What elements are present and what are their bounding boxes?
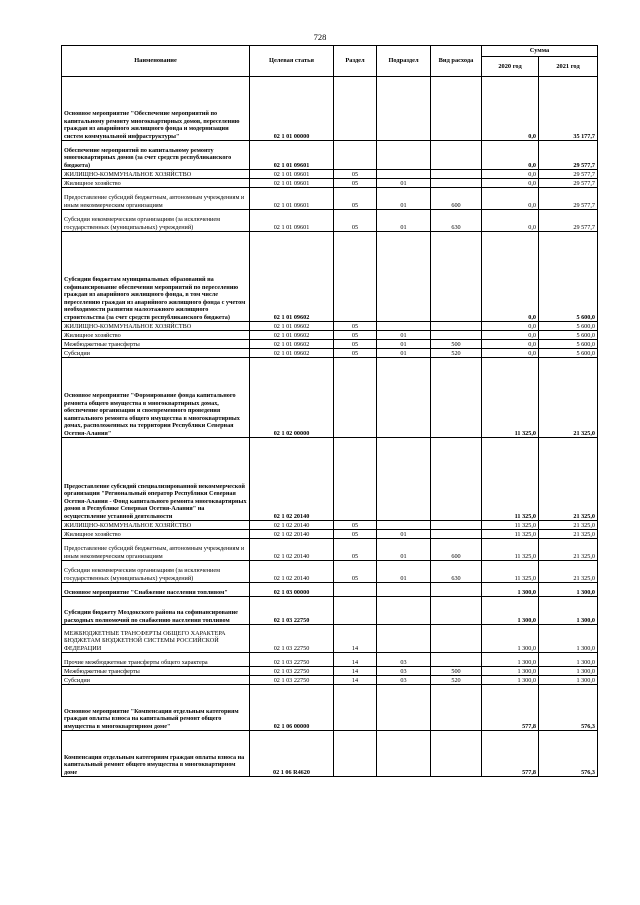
row-section bbox=[334, 583, 377, 597]
row-sum-2020: 0,0 bbox=[482, 141, 539, 170]
header-subsection: Подраздел bbox=[377, 46, 431, 77]
table-row bbox=[62, 597, 598, 625]
row-subsection: 01 bbox=[377, 179, 431, 188]
row-sum-2020: 1 300,0 bbox=[482, 653, 539, 667]
row-target-code: 02 1 03 22750 bbox=[250, 676, 334, 685]
row-section bbox=[334, 685, 377, 731]
row-sum-2021: 35 177,7 bbox=[539, 77, 598, 141]
table-row bbox=[62, 653, 598, 667]
row-target-code: 02 1 01 09602 bbox=[250, 340, 334, 349]
row-expense-type bbox=[431, 653, 482, 667]
row-subsection: 01 bbox=[377, 561, 431, 583]
table-row bbox=[62, 521, 598, 530]
row-target-code: 02 1 02 20140 bbox=[250, 438, 334, 521]
row-subsection bbox=[377, 438, 431, 521]
row-expense-type: 500 bbox=[431, 667, 482, 676]
row-section: 14 bbox=[334, 653, 377, 667]
row-target-code: 02 1 01 09602 bbox=[250, 232, 334, 322]
row-section: 05 bbox=[334, 331, 377, 340]
row-expense-type bbox=[431, 583, 482, 597]
row-subsection bbox=[377, 731, 431, 777]
row-section bbox=[334, 597, 377, 625]
row-sum-2020: 577,8 bbox=[482, 685, 539, 731]
row-target-code: 02 1 01 09601 bbox=[250, 188, 334, 210]
row-expense-type: 500 bbox=[431, 340, 482, 349]
row-subsection bbox=[377, 77, 431, 141]
row-sum-2020: 11 325,0 bbox=[482, 539, 539, 561]
table-row bbox=[62, 179, 598, 188]
row-subsection bbox=[377, 141, 431, 170]
row-subsection bbox=[377, 322, 431, 331]
row-section bbox=[334, 358, 377, 438]
row-sum-2021: 576,3 bbox=[539, 685, 598, 731]
row-subsection: 01 bbox=[377, 349, 431, 358]
row-name: Субсидии некоммерческим организациям (за исключением государственных (муниципальных) учреждений) bbox=[62, 561, 250, 583]
table-row bbox=[62, 232, 598, 322]
budget-table bbox=[61, 45, 598, 777]
row-target-code: 02 1 01 09601 bbox=[250, 210, 334, 232]
table-row bbox=[62, 141, 598, 170]
row-target-code: 02 1 02 20140 bbox=[250, 561, 334, 583]
row-sum-2020: 11 325,0 bbox=[482, 561, 539, 583]
row-subsection bbox=[377, 685, 431, 731]
row-expense-type bbox=[431, 179, 482, 188]
row-name: Предоставление субсидий специализированной некоммерческой организации "Региональный оператор Республики Северная Осетия-Алания - Фонд капитального ремонта многоквартирных домов в Республике Северная Осетия-Алания" на осуществление уставной деятельности bbox=[62, 438, 250, 521]
row-target-code: 02 1 03 22750 bbox=[250, 625, 334, 653]
row-target-code: 02 1 06 R4620 bbox=[250, 731, 334, 777]
row-name: Жилищное хозяйство bbox=[62, 331, 250, 340]
row-sum-2020: 1 300,0 bbox=[482, 583, 539, 597]
row-target-code: 02 1 02 00000 bbox=[250, 358, 334, 438]
row-section bbox=[334, 232, 377, 322]
row-target-code: 02 1 01 09601 bbox=[250, 179, 334, 188]
row-sum-2021: 21 325,0 bbox=[539, 358, 598, 438]
header-2021: 2021 год bbox=[539, 57, 598, 77]
table-row bbox=[62, 561, 598, 583]
row-sum-2020: 0,0 bbox=[482, 179, 539, 188]
table-row bbox=[62, 322, 598, 331]
row-sum-2021: 5 600,0 bbox=[539, 322, 598, 331]
table-row bbox=[62, 340, 598, 349]
row-target-code: 02 1 06 00000 bbox=[250, 685, 334, 731]
row-sum-2021: 21 325,0 bbox=[539, 521, 598, 530]
row-sum-2021: 1 300,0 bbox=[539, 676, 598, 685]
row-name: МЕЖБЮДЖЕТНЫЕ ТРАНСФЕРТЫ ОБЩЕГО ХАРАКТЕРА БЮДЖЕТАМ БЮДЖЕТНОЙ СИСТЕМЫ РОССИЙСКОЙ ФЕДЕРАЦИИ bbox=[62, 625, 250, 653]
row-sum-2020: 0,0 bbox=[482, 188, 539, 210]
row-section: 05 bbox=[334, 340, 377, 349]
row-sum-2020: 1 300,0 bbox=[482, 597, 539, 625]
row-sum-2021: 1 300,0 bbox=[539, 583, 598, 597]
row-expense-type: 630 bbox=[431, 210, 482, 232]
table-row bbox=[62, 349, 598, 358]
row-target-code: 02 1 03 22750 bbox=[250, 653, 334, 667]
row-expense-type bbox=[431, 597, 482, 625]
row-sum-2021: 21 325,0 bbox=[539, 530, 598, 539]
row-subsection: 01 bbox=[377, 188, 431, 210]
row-sum-2021: 21 325,0 bbox=[539, 561, 598, 583]
row-expense-type bbox=[431, 685, 482, 731]
row-target-code: 02 1 01 09601 bbox=[250, 170, 334, 179]
row-section: 05 bbox=[334, 349, 377, 358]
row-target-code: 02 1 01 09602 bbox=[250, 331, 334, 340]
row-sum-2020: 11 325,0 bbox=[482, 438, 539, 521]
row-expense-type bbox=[431, 141, 482, 170]
row-sum-2021: 29 577,7 bbox=[539, 210, 598, 232]
row-sum-2021: 1 300,0 bbox=[539, 597, 598, 625]
row-target-code: 02 1 02 20140 bbox=[250, 530, 334, 539]
row-sum-2021: 29 577,7 bbox=[539, 141, 598, 170]
header-code: Целевая статья bbox=[250, 46, 334, 77]
page-number: 728 bbox=[313, 32, 327, 42]
row-sum-2021: 5 600,0 bbox=[539, 232, 598, 322]
row-subsection: 03 bbox=[377, 667, 431, 676]
table-row bbox=[62, 331, 598, 340]
row-expense-type: 630 bbox=[431, 561, 482, 583]
row-sum-2020: 1 300,0 bbox=[482, 625, 539, 653]
row-name: Предоставление субсидий бюджетным, автономным учреждениям и иным некоммерческим организациям bbox=[62, 539, 250, 561]
row-subsection: 03 bbox=[377, 676, 431, 685]
row-subsection: 01 bbox=[377, 530, 431, 539]
row-name: ЖИЛИЩНО-КОММУНАЛЬНОЕ ХОЗЯЙСТВО bbox=[62, 521, 250, 530]
row-subsection: 03 bbox=[377, 653, 431, 667]
row-sum-2020: 0,0 bbox=[482, 210, 539, 232]
row-target-code: 02 1 01 09602 bbox=[250, 349, 334, 358]
row-name: Основное мероприятие "Компенсация отдельным категориям граждан оплаты взноса на капитальный ремонт общего имущества в многоквартирном доме" bbox=[62, 685, 250, 731]
row-expense-type bbox=[431, 232, 482, 322]
row-expense-type bbox=[431, 521, 482, 530]
row-name: Субсидии бюджетам муниципальных образований на софинансирование обеспечения мероприятий по переселению граждан из аварийного жилищного фонда, в том числе переселению граждан из аварийного жилищного фонда с учетом необходимости развития малоэтажного жилищного строительства (за счет средств республиканского бюджета) bbox=[62, 232, 250, 322]
row-sum-2021: 5 600,0 bbox=[539, 349, 598, 358]
row-section: 14 bbox=[334, 667, 377, 676]
row-sum-2020: 0,0 bbox=[482, 331, 539, 340]
row-expense-type bbox=[431, 438, 482, 521]
row-expense-type bbox=[431, 530, 482, 539]
row-subsection bbox=[377, 625, 431, 653]
row-expense-type bbox=[431, 170, 482, 179]
row-expense-type bbox=[431, 625, 482, 653]
row-sum-2020: 0,0 bbox=[482, 77, 539, 141]
row-target-code: 02 1 03 22750 bbox=[250, 667, 334, 676]
row-name: Предоставление субсидий бюджетным, автономным учреждениям и иным некоммерческим организациям bbox=[62, 188, 250, 210]
row-subsection bbox=[377, 597, 431, 625]
row-target-code: 02 1 01 00000 bbox=[250, 77, 334, 141]
table-row bbox=[62, 170, 598, 179]
header-name: Наименование bbox=[62, 46, 250, 77]
row-sum-2021: 29 577,7 bbox=[539, 170, 598, 179]
row-sum-2020: 1 300,0 bbox=[482, 676, 539, 685]
row-expense-type bbox=[431, 77, 482, 141]
row-section: 05 bbox=[334, 188, 377, 210]
row-name: Жилищное хозяйство bbox=[62, 530, 250, 539]
row-target-code: 02 1 03 00000 bbox=[250, 583, 334, 597]
row-sum-2021: 21 325,0 bbox=[539, 539, 598, 561]
row-name: Субсидии некоммерческим организациям (за исключением государственных (муниципальных) учреждений) bbox=[62, 210, 250, 232]
row-section bbox=[334, 731, 377, 777]
row-name: Основное мероприятие "Обеспечение мероприятий по капитальному ремонту многоквартирных домов, переселению граждан из аварийного жилищного фонда и модернизации систем коммунальной инфраструктуры" bbox=[62, 77, 250, 141]
header-2020: 2020 год bbox=[482, 57, 539, 77]
row-subsection bbox=[377, 358, 431, 438]
row-name: Компенсация отдельным категориям граждан оплаты взноса на капитальный ремонт общего имущества в многоквартирном доме bbox=[62, 731, 250, 777]
row-name: Субсидии bbox=[62, 349, 250, 358]
header-expense: Вид расхода bbox=[431, 46, 482, 77]
row-sum-2021: 576,3 bbox=[539, 731, 598, 777]
row-section: 05 bbox=[334, 539, 377, 561]
row-expense-type bbox=[431, 331, 482, 340]
row-section bbox=[334, 141, 377, 170]
row-name: ЖИЛИЩНО-КОММУНАЛЬНОЕ ХОЗЯЙСТВО bbox=[62, 170, 250, 179]
row-sum-2020: 0,0 bbox=[482, 232, 539, 322]
header-section: Раздел bbox=[334, 46, 377, 77]
row-sum-2021: 1 300,0 bbox=[539, 653, 598, 667]
row-target-code: 02 1 03 22750 bbox=[250, 597, 334, 625]
row-name: Субсидии бюджету Моздокского района на софинансирование расходных полномочий по снабжению населения топливом bbox=[62, 597, 250, 625]
row-sum-2020: 11 325,0 bbox=[482, 521, 539, 530]
row-name: Обеспечение мероприятий по капитальному ремонту многоквартирных домов (за счет средств республиканского бюджета) bbox=[62, 141, 250, 170]
row-sum-2021: 5 600,0 bbox=[539, 340, 598, 349]
row-expense-type bbox=[431, 322, 482, 331]
row-subsection bbox=[377, 583, 431, 597]
row-subsection bbox=[377, 232, 431, 322]
row-section: 05 bbox=[334, 530, 377, 539]
row-expense-type bbox=[431, 358, 482, 438]
row-name: Жилищное хозяйство bbox=[62, 179, 250, 188]
row-section: 05 bbox=[334, 322, 377, 331]
table-row bbox=[62, 667, 598, 676]
row-target-code: 02 1 01 09602 bbox=[250, 322, 334, 331]
table-row bbox=[62, 77, 598, 141]
row-sum-2021: 1 300,0 bbox=[539, 667, 598, 676]
table-row bbox=[62, 188, 598, 210]
row-section: 05 bbox=[334, 210, 377, 232]
row-sum-2020: 577,8 bbox=[482, 731, 539, 777]
row-target-code: 02 1 02 20140 bbox=[250, 539, 334, 561]
table-row bbox=[62, 731, 598, 777]
row-name: Основное мероприятие "Формирование фонда капитального ремонта общего имущества в многоквартирных домах, обеспечение организации и своевременного проведения капитального ремонта общего имущества в многоквартирных домах, расположенных на территории Республики Северная Осетия-Алания" bbox=[62, 358, 250, 438]
row-subsection: 01 bbox=[377, 331, 431, 340]
row-sum-2020: 0,0 bbox=[482, 170, 539, 179]
row-subsection: 01 bbox=[377, 340, 431, 349]
row-target-code: 02 1 02 20140 bbox=[250, 521, 334, 530]
row-subsection bbox=[377, 521, 431, 530]
row-name: Прочие межбюджетные трансферты общего характера bbox=[62, 653, 250, 667]
row-section: 05 bbox=[334, 521, 377, 530]
row-section bbox=[334, 438, 377, 521]
table-row bbox=[62, 539, 598, 561]
row-sum-2020: 11 325,0 bbox=[482, 530, 539, 539]
row-sum-2020: 11 325,0 bbox=[482, 358, 539, 438]
row-name: Межбюджетные трансферты bbox=[62, 667, 250, 676]
row-sum-2020: 0,0 bbox=[482, 349, 539, 358]
row-sum-2020: 1 300,0 bbox=[482, 667, 539, 676]
table-row bbox=[62, 685, 598, 731]
row-name: Основное мероприятие "Снабжение населения топливом" bbox=[62, 583, 250, 597]
row-expense-type: 600 bbox=[431, 539, 482, 561]
row-subsection bbox=[377, 170, 431, 179]
row-sum-2021: 21 325,0 bbox=[539, 438, 598, 521]
row-section bbox=[334, 77, 377, 141]
table-row bbox=[62, 676, 598, 685]
row-name: ЖИЛИЩНО-КОММУНАЛЬНОЕ ХОЗЯЙСТВО bbox=[62, 322, 250, 331]
header-sum: Сумма bbox=[482, 46, 598, 57]
row-section: 05 bbox=[334, 179, 377, 188]
row-section: 14 bbox=[334, 625, 377, 653]
row-target-code: 02 1 01 09601 bbox=[250, 141, 334, 170]
table-row bbox=[62, 530, 598, 539]
table-row bbox=[62, 438, 598, 521]
row-section: 05 bbox=[334, 561, 377, 583]
table-body bbox=[62, 77, 598, 777]
row-expense-type bbox=[431, 731, 482, 777]
table-row bbox=[62, 358, 598, 438]
table-row bbox=[62, 583, 598, 597]
row-section: 14 bbox=[334, 676, 377, 685]
row-sum-2020: 0,0 bbox=[482, 322, 539, 331]
row-name: Межбюджетные трансферты bbox=[62, 340, 250, 349]
row-subsection: 01 bbox=[377, 539, 431, 561]
row-sum-2020: 0,0 bbox=[482, 340, 539, 349]
row-sum-2021: 29 577,7 bbox=[539, 179, 598, 188]
row-sum-2021: 5 600,0 bbox=[539, 331, 598, 340]
row-name: Субсидии bbox=[62, 676, 250, 685]
table-row bbox=[62, 210, 598, 232]
row-expense-type: 520 bbox=[431, 349, 482, 358]
row-sum-2021: 29 577,7 bbox=[539, 188, 598, 210]
row-expense-type: 520 bbox=[431, 676, 482, 685]
table-row bbox=[62, 625, 598, 653]
row-subsection: 01 bbox=[377, 210, 431, 232]
row-expense-type: 600 bbox=[431, 188, 482, 210]
row-sum-2021: 1 300,0 bbox=[539, 625, 598, 653]
row-section: 05 bbox=[334, 170, 377, 179]
